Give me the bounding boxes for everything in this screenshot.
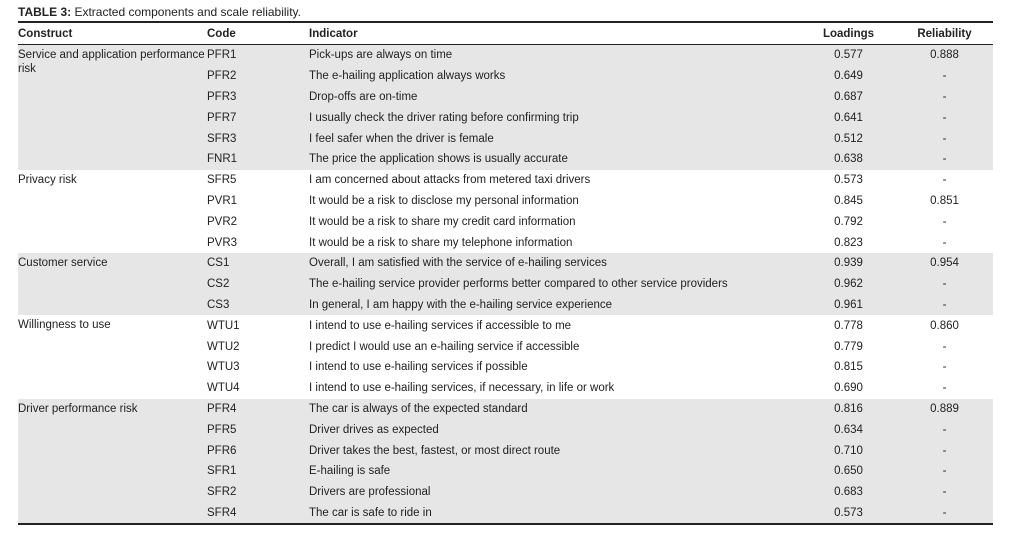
loading-cell: 0.823 (834, 236, 863, 249)
code-cell: SFR3 (207, 128, 309, 149)
indicator-cell: Driver takes the best, fastest, or most direct route (309, 440, 801, 461)
loading-cell: 0.638 (801, 149, 896, 170)
header-loadings: Loadings (801, 22, 896, 45)
indicator-cell: Overall, I am satisfied with the service of e-hailing services (309, 253, 801, 274)
reliability-cell: - (896, 503, 993, 525)
reliability-cell: 0.954 (896, 253, 993, 274)
code-cell: WTU2 (207, 340, 240, 353)
code-cell: PFR5 (207, 419, 309, 440)
reliability-cell: - (896, 87, 993, 108)
table-label: TABLE 3: (18, 5, 72, 19)
reliability-cell: 0.860 (930, 319, 959, 332)
code-cell: CS2 (207, 274, 309, 295)
indicator-cell: Drivers are professional (309, 482, 801, 503)
table-title: Extracted components and scale reliability. (71, 5, 302, 19)
table-row (18, 315, 993, 336)
reliability-cell: - (942, 174, 947, 187)
code-cell: PFR3 (207, 87, 309, 108)
loading-cell: 0.816 (801, 399, 896, 420)
loading-cell: 0.845 (834, 194, 863, 207)
code-cell: PVR2 (207, 215, 238, 228)
loading-cell: 0.650 (801, 461, 896, 482)
reliability-cell: 0.889 (896, 399, 993, 420)
loading-cell: 0.573 (801, 503, 896, 525)
reliability-cell: 0.851 (930, 194, 959, 207)
loading-cell: 0.710 (801, 440, 896, 461)
reliability-cell: - (896, 440, 993, 461)
code-cell: SFR1 (207, 461, 309, 482)
code-cell: SFR5 (207, 174, 237, 187)
code-cell: WTU3 (207, 361, 240, 374)
code-cell: PVR3 (207, 236, 238, 249)
indicator-cell: I intend to use e-hailing services if possible (309, 361, 528, 374)
loading-cell: 0.577 (801, 45, 896, 66)
loading-cell: 0.683 (801, 482, 896, 503)
loading-cell: 0.961 (801, 295, 896, 316)
construct-cell: Service and application performance risk (18, 45, 207, 170)
reliability-cell: - (896, 482, 993, 503)
table-row (18, 170, 993, 191)
reliability-cell: 0.888 (896, 45, 993, 66)
loading-cell: 0.573 (834, 174, 863, 187)
reliability-cell: - (942, 236, 947, 249)
table-body (18, 45, 993, 525)
loading-cell: 0.649 (801, 66, 896, 87)
reliability-cell: - (896, 461, 993, 482)
indicator-cell: In general, I am happy with the e-hailing service experience (309, 295, 801, 316)
loading-cell: 0.778 (834, 319, 863, 332)
reliability-cell: - (896, 274, 993, 295)
table-caption (18, 5, 301, 19)
code-cell: SFR2 (207, 482, 309, 503)
loading-cell: 0.641 (801, 107, 896, 128)
code-cell: SFR4 (207, 503, 309, 525)
indicator-cell: It would be a risk to share my telephone information (309, 236, 573, 249)
loading-cell: 0.939 (801, 253, 896, 274)
loading-cell: 0.690 (834, 382, 863, 395)
reliability-cell: - (942, 340, 947, 353)
indicator-cell: Driver drives as expected (309, 419, 801, 440)
indicator-cell: The car is always of the expected standard (309, 399, 801, 420)
code-cell: PFR1 (207, 45, 309, 66)
loading-cell: 0.815 (834, 361, 863, 374)
indicator-cell: I am concerned about attacks from metered taxi drivers (309, 174, 591, 187)
reliability-cell: - (896, 149, 993, 170)
code-cell: PFR6 (207, 440, 309, 461)
reliability-cell: - (896, 295, 993, 316)
loading-cell: 0.634 (801, 419, 896, 440)
header-indicator: Indicator (309, 22, 801, 45)
table-row (18, 45, 993, 66)
code-cell: FNR1 (207, 149, 309, 170)
code-cell: PVR1 (207, 194, 238, 207)
code-cell: PFR7 (207, 107, 309, 128)
table-row (18, 253, 993, 274)
header-construct: Construct (18, 22, 207, 45)
indicator-cell: I feel safer when the driver is female (309, 128, 801, 149)
indicator-cell: The car is safe to ride in (309, 503, 801, 525)
reliability-cell: - (942, 215, 947, 228)
indicator-cell: I intend to use e-hailing services, if necessary, in life or work (309, 382, 615, 395)
loading-cell: 0.962 (801, 274, 896, 295)
code-cell: CS1 (207, 253, 309, 274)
code-cell: WTU1 (207, 319, 240, 332)
code-cell: WTU4 (207, 382, 240, 395)
reliability-cell: - (896, 107, 993, 128)
loading-cell: 0.512 (801, 128, 896, 149)
header-row (18, 22, 993, 45)
reliability-cell: - (896, 66, 993, 87)
indicator-cell: The e-hailing application always works (309, 66, 801, 87)
indicator-cell: I usually check the driver rating before confirming trip (309, 107, 801, 128)
header-code: Code (207, 22, 309, 45)
indicator-cell: I predict I would use an e-hailing service if accessible (309, 340, 580, 353)
construct-cell: Privacy risk (18, 173, 77, 186)
code-cell: PFR2 (207, 66, 309, 87)
indicator-cell: It would be a risk to share my credit card information (309, 215, 576, 228)
reliability-cell: - (942, 361, 947, 374)
reliability-cell: - (896, 128, 993, 149)
code-cell: CS3 (207, 295, 309, 316)
indicator-cell: The price the application shows is usually accurate (309, 149, 801, 170)
indicator-cell: The e-hailing service provider performs better compared to other service providers (309, 274, 801, 295)
reliability-cell: - (896, 419, 993, 440)
loading-cell: 0.687 (801, 87, 896, 108)
indicator-cell: E-hailing is safe (309, 461, 801, 482)
indicator-cell: I intend to use e-hailing services if accessible to me (309, 319, 572, 332)
table-row (18, 399, 993, 420)
construct-cell: Driver performance risk (18, 399, 207, 525)
reliability-table (18, 21, 993, 525)
loading-cell: 0.792 (834, 215, 863, 228)
loading-cell: 0.779 (834, 340, 863, 353)
indicator-cell: Drop-offs are on-time (309, 87, 801, 108)
indicator-cell: Pick-ups are always on time (309, 45, 801, 66)
construct-cell: Willingness to use (18, 319, 111, 332)
code-cell: PFR4 (207, 399, 309, 420)
reliability-cell: - (942, 382, 947, 395)
header-reliability: Reliability (896, 22, 993, 45)
construct-cell: Customer service (18, 253, 207, 315)
indicator-cell: It would be a risk to disclose my personal information (309, 194, 579, 207)
